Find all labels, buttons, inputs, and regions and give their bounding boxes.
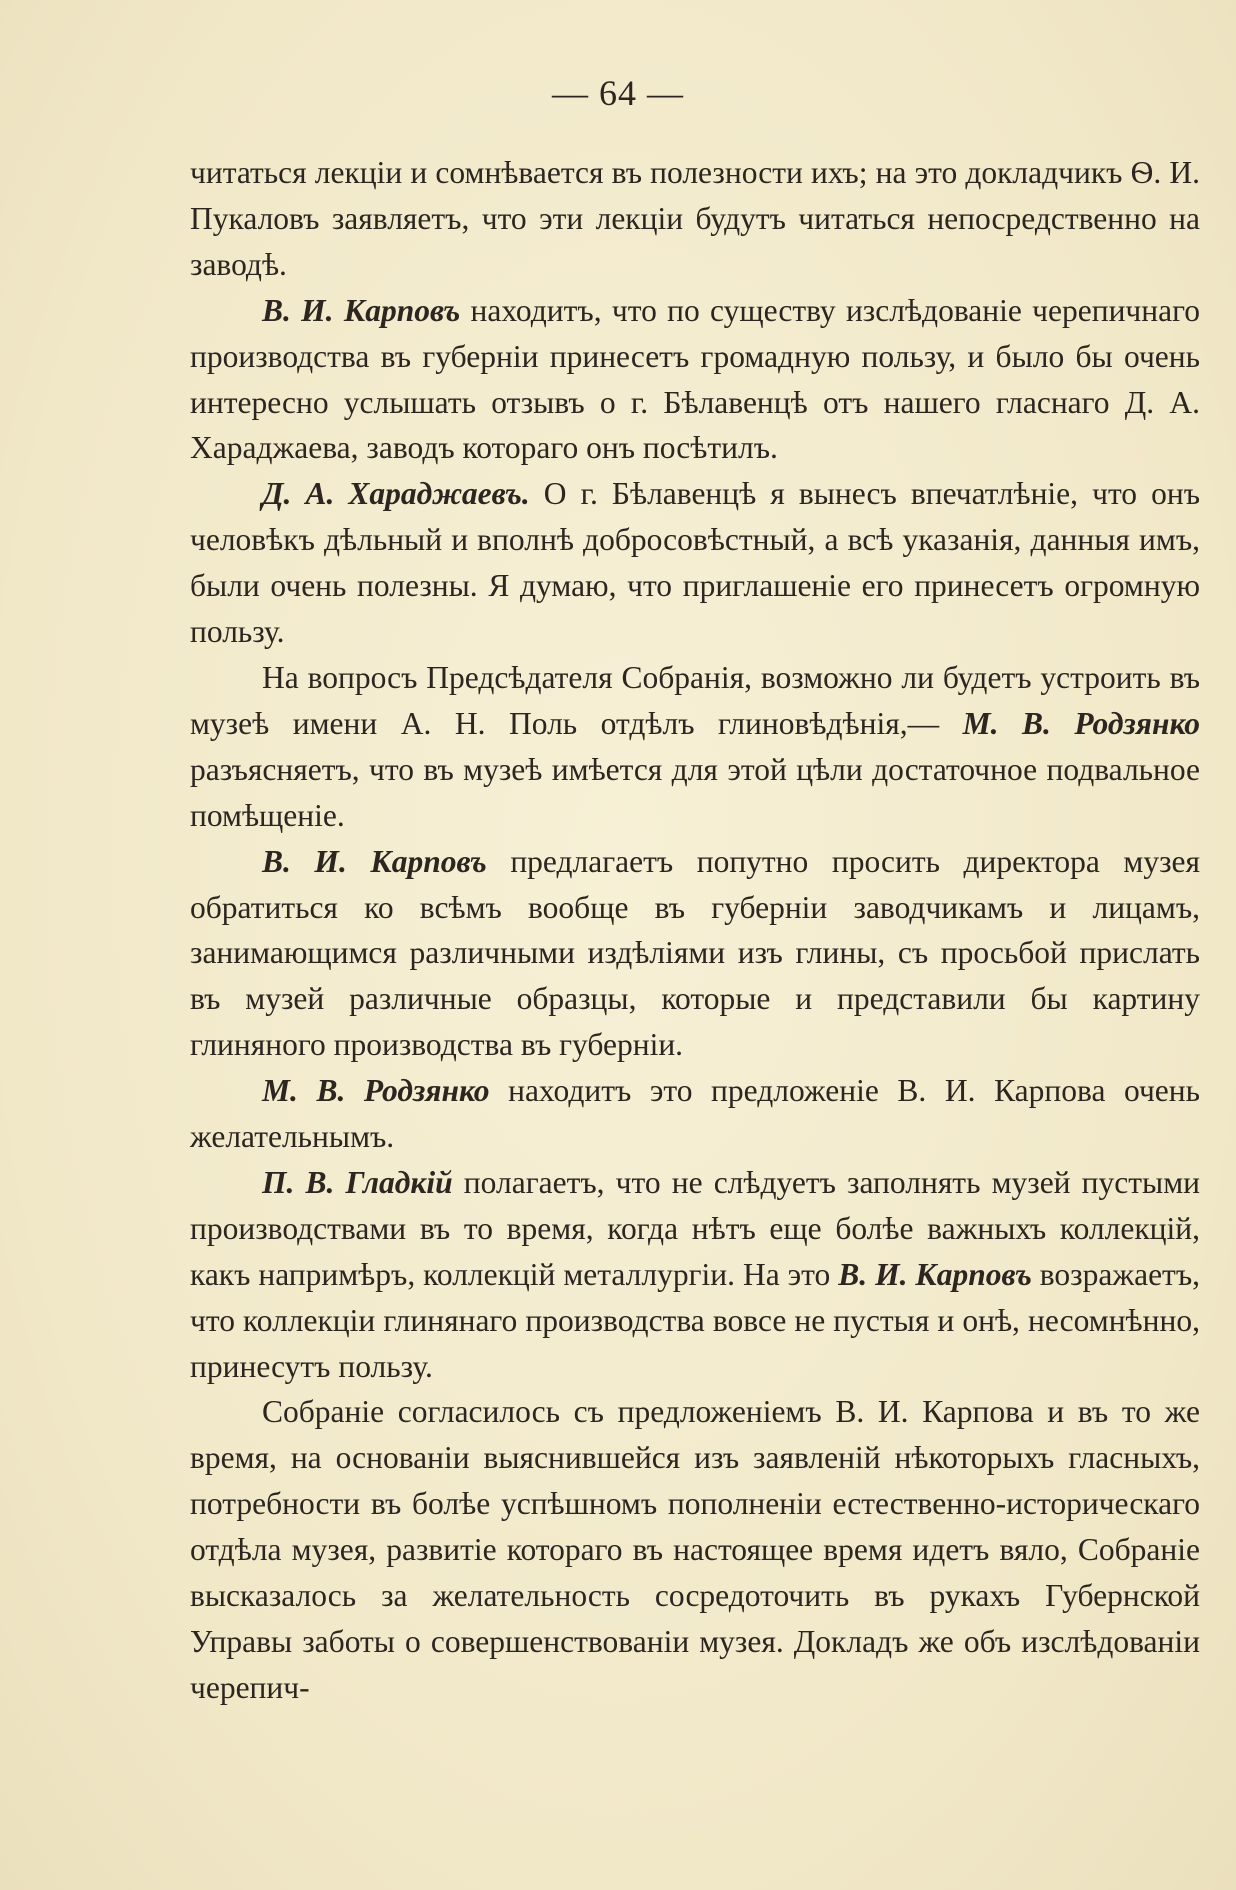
paragraph: [190, 1068, 1200, 1160]
speaker-name: Д. А. Хараджаевъ.: [262, 476, 530, 512]
paragraph: [190, 471, 1200, 655]
text-run: На вопросъ Предсѣдателя Собранія, возможно ли будетъ устроить въ музеѣ имени А. Н. Поль отдѣлъ глиновѣдѣнія,—: [190, 659, 1200, 741]
speaker-name: В. И. Карповъ: [838, 1256, 1032, 1292]
page-number: — 64 —: [552, 73, 684, 113]
paragraph: [190, 1389, 1200, 1710]
paragraph: [190, 839, 1200, 1069]
text-run: О г. Бѣлавенцѣ я вынесъ впечатлѣніе, что онъ человѣкъ дѣльный и вполнѣ добросовѣстный, а всѣ указанія, данныя имъ, были очень полезны. Я думаю, что приглашеніе его принесетъ огромную пользу.: [190, 476, 1200, 650]
speaker-name: М. В. Родзянко: [262, 1073, 490, 1109]
paragraph: [190, 655, 1200, 839]
text-run: предлагаетъ попутно просить директора музея обратиться ко всѣмъ вообще въ губерніи заводчикамъ и лицамъ, занимающимся различными издѣліями изъ глины, съ просьбой прислать въ музей различные образцы, которые и представили бы картину глиняного производства въ губерніи.: [190, 843, 1200, 1063]
speaker-name: В. И. Карповъ: [262, 292, 461, 328]
text-run: возражаетъ, что коллекціи глинянаго производства вовсе не пустыя и онѣ, несомнѣнно, принесутъ пользу.: [190, 1256, 1200, 1384]
paragraph: [190, 1160, 1200, 1390]
speaker-name: П. В. Гладкій: [262, 1164, 453, 1200]
text-run: читаться лекціи и сомнѣвается въ полезности ихъ; на это докладчикъ Ѳ. И. Пукаловъ заявляетъ, что эти лекціи будутъ читаться непосредственно на заводѣ.: [190, 155, 1200, 282]
text-run: разъясняетъ, что въ музеѣ имѣется для этой цѣли достаточное подвальное помѣщеніе.: [190, 751, 1200, 833]
paragraph: [190, 150, 1200, 288]
body-text: [190, 150, 1200, 1711]
speaker-name: М. В. Родзянко: [962, 705, 1200, 741]
paragraph: [190, 288, 1200, 472]
text-run: находитъ, что по существу изслѣдованіе черепичнаго производства въ губерніи принесетъ громадную пользу, и было бы очень интересно услышать отзывъ о г. Бѣлавенцѣ отъ нашего гласнаго Д. А. Хараджаева, заводъ котораго онъ посѣтилъ.: [190, 292, 1200, 466]
text-run: Собраніе согласилось съ предложеніемъ В. И. Карпова и въ то же время, на основаніи выяснившейся изъ заявленій нѣкоторыхъ гласныхъ, потребности въ болѣе успѣшномъ пополненіи естественно-историческаго отдѣла музея, развитіе котораго въ настоящее время идетъ вяло, Собраніе высказалось за желательность сосредоточить въ рукахъ Губернской Управы заботы о совершенствованіи музея. Докладъ же объ изслѣдованіи черепич-: [190, 1394, 1200, 1705]
text-run: полагаетъ, что не слѣдуетъ заполнять музей пустыми производствами въ то время, когда нѣтъ еще болѣе важныхъ коллекцій, какъ напримѣръ, коллекцій металлургіи. На это: [190, 1164, 1200, 1292]
speaker-name: В. И. Карповъ: [262, 843, 487, 879]
text-run: находитъ это предложеніе В. И. Карпова очень желательнымъ.: [190, 1073, 1200, 1155]
